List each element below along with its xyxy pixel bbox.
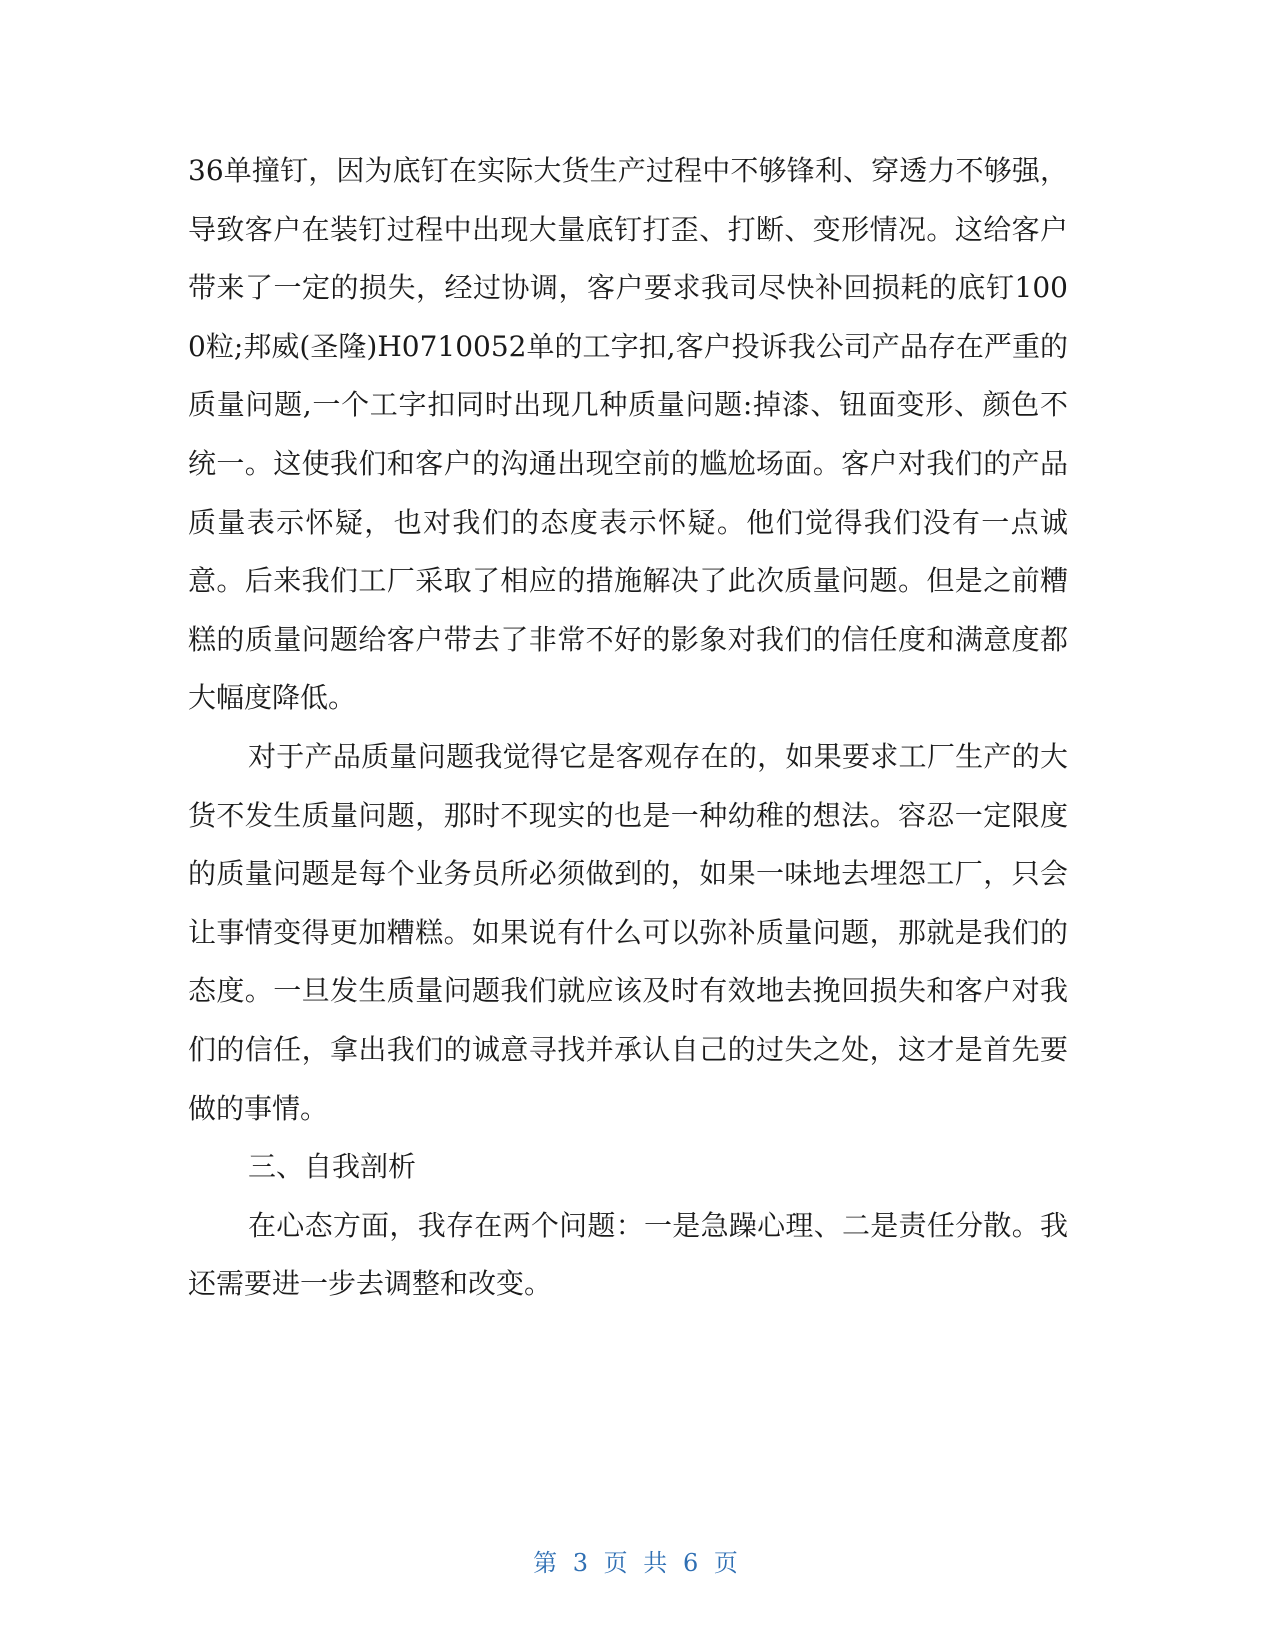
paragraph-mindset: 在心态方面，我存在两个问题：一是急躁心理、二是责任分散。我还需要进一步去调整和改变。	[188, 1208, 1068, 1301]
section-heading-self-analysis: 三、自我剖析	[248, 1150, 417, 1184]
paragraph-quality-complaints: 36单撞钉，因为底钉在实际大货生产过程中不够锋利、穿透力不够强，导致客户在装钉过程中出现大量底钉打歪、打断、变形情况。这给客户带来了一定的损失，经过协调，客户要求我司尽快补回损耗的底钉1000粒;邦威(圣隆)H0710052单的工字扣,客户投诉我公司产品存在严重的质量问题,一个工字扣同时出现几种质量问题:掉漆、钮面变形、颜色不统一。这使我们和客户的沟通出现空前的尴尬场面。客户对我们的产品质量表示怀疑，也对我们的态度表示怀疑。他们觉得我们没有一点诚意。后来我们工厂采取了相应的措施解决了此次质量问题。但是之前糟糕的质量问题给客户带去了非常不好的影象对我们的信任度和满意度都大幅度降低。	[188, 154, 1068, 715]
page-number-footer: 第 3 页 共 6 页	[533, 1549, 742, 1577]
document-body	[188, 142, 1068, 1314]
paragraph-quality-attitude: 对于产品质量问题我觉得它是客观存在的，如果要求工厂生产的大货不发生质量问题，那时不现实的也是一种幼稚的想法。容忍一定限度的质量问题是每个业务员所必须做到的，如果一味地去埋怨工厂，只会让事情变得更加糟糕。如果说有什么可以弥补质量问题，那就是我们的态度。一旦发生质量问题我们就应该及时有效地去挽回损失和客户对我们的信任，拿出我们的诚意寻找并承认自己的过失之处，这才是首先要做的事情。	[188, 739, 1068, 1125]
